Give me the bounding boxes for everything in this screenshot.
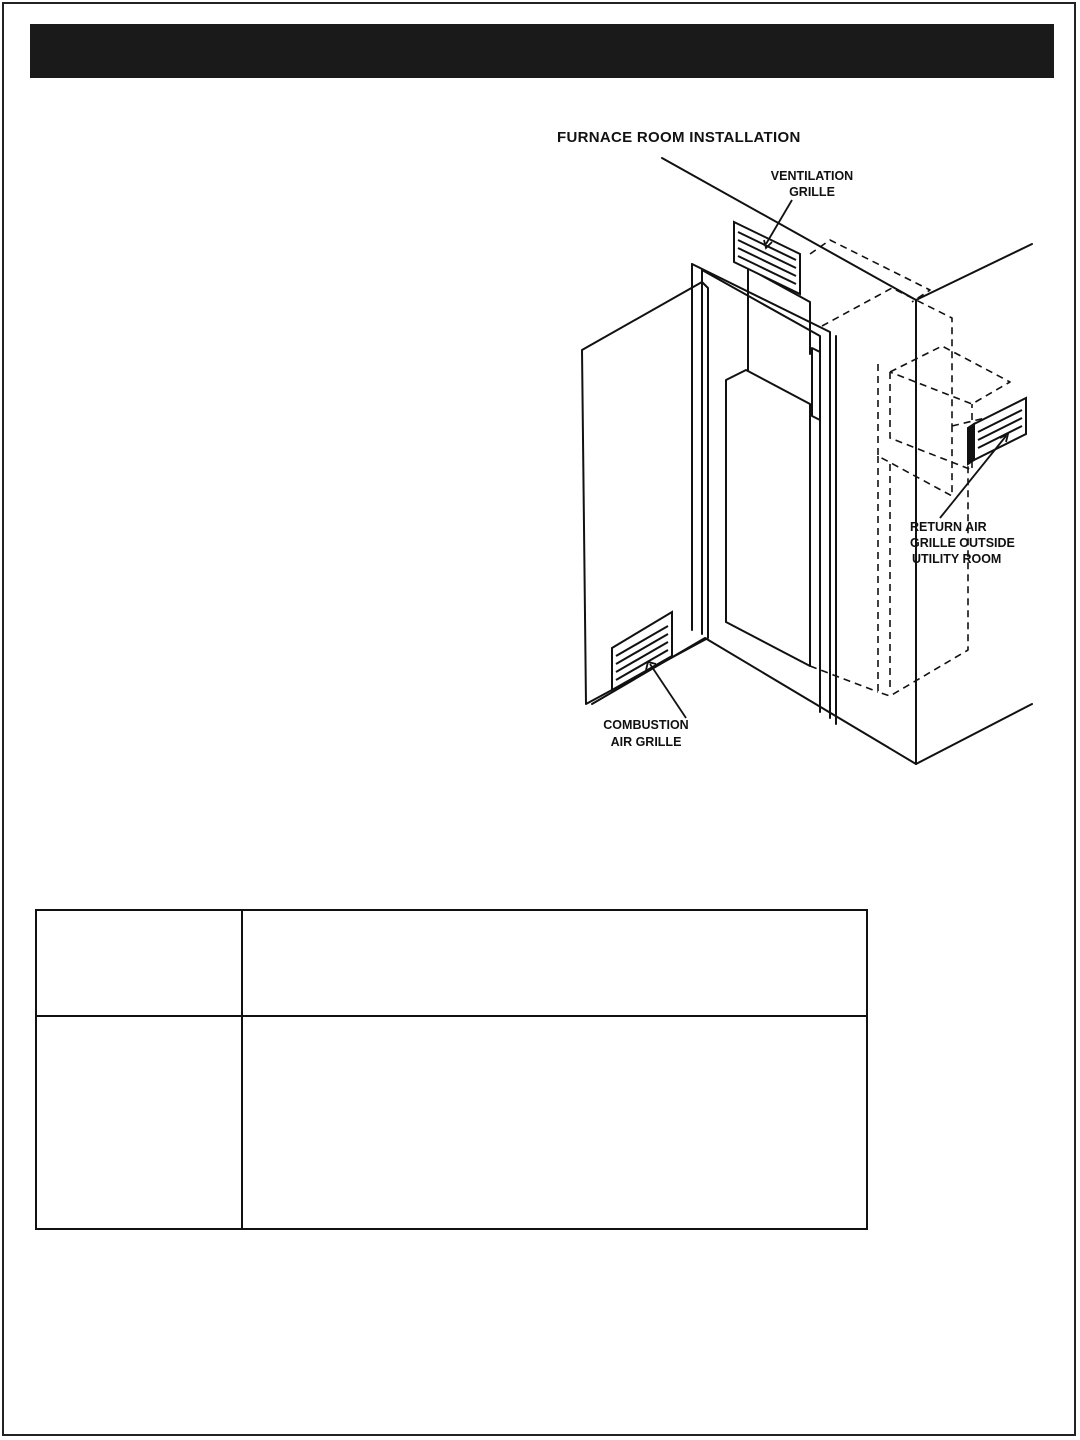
return-duct-front bbox=[890, 372, 972, 470]
right-wall-top-edge bbox=[916, 244, 1032, 300]
floor-right-edge bbox=[916, 704, 1032, 764]
table-row bbox=[36, 1016, 867, 1229]
info-table bbox=[35, 909, 868, 1230]
plenum-box-top bbox=[822, 288, 952, 426]
furnace-body bbox=[726, 370, 810, 666]
header-bar bbox=[30, 24, 1054, 78]
return-label-line3: UTILITY ROOM bbox=[912, 552, 1002, 566]
ventilation-leader bbox=[766, 200, 792, 244]
return-label-line1: RETURN AIR bbox=[910, 520, 987, 534]
table-cell-content bbox=[242, 910, 867, 1016]
table-cell-label bbox=[36, 910, 242, 1016]
combustion-air-grille bbox=[612, 612, 672, 690]
combustion-leader bbox=[650, 664, 686, 718]
table-row bbox=[36, 910, 867, 1016]
combustion-label-line1: COMBUSTION bbox=[603, 718, 689, 732]
ventilation-label-line2: GRILLE bbox=[789, 185, 835, 199]
return-label-line2: GRILLE OUTSIDE bbox=[910, 536, 1015, 550]
figure-title: FURNACE ROOM INSTALLATION bbox=[557, 129, 801, 146]
table-cell-label bbox=[36, 1016, 242, 1229]
return-duct-top bbox=[890, 346, 1010, 404]
ventilation-label-line1: VENTILATION bbox=[770, 169, 854, 183]
return-air-grille bbox=[968, 398, 1026, 464]
ventilation-grille bbox=[734, 222, 800, 294]
plenum-top bbox=[810, 240, 930, 302]
furnace-dashed-side bbox=[878, 448, 968, 696]
furnace-handle bbox=[812, 348, 820, 420]
combustion-label-line2: AIR GRILLE bbox=[610, 735, 682, 749]
furnace-room-figure bbox=[540, 118, 1040, 778]
table-cell-content bbox=[242, 1016, 867, 1229]
furnace-room-illustration bbox=[540, 118, 1040, 778]
